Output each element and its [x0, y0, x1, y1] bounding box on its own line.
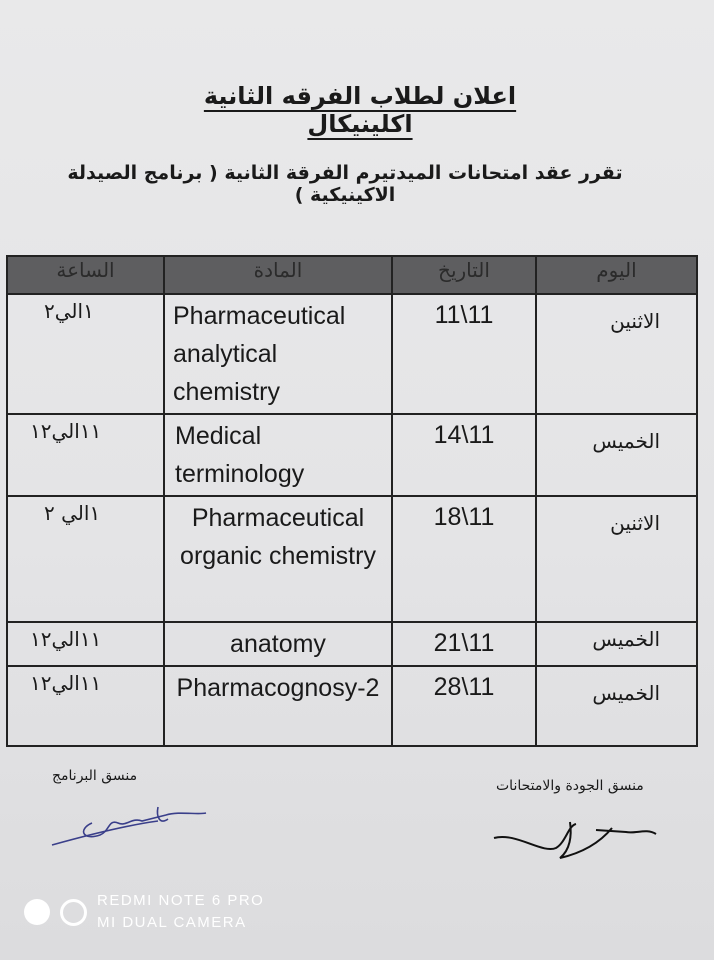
row-time: ١١الي١٢ [30, 671, 102, 695]
row-time: ١الي٢ [44, 299, 94, 323]
ring-circle-icon [60, 899, 87, 926]
row-time: ١١الي١٢ [30, 419, 102, 443]
header-subject: المادة [164, 256, 392, 294]
quality-coordinator-signature [486, 812, 666, 872]
program-coordinator-label: منسق البرنامج [52, 768, 138, 784]
row-date: 18\11 [392, 496, 536, 622]
table-row [7, 294, 697, 414]
row-day: الخميس [536, 622, 697, 666]
camera-watermark [24, 890, 264, 934]
table-row [7, 414, 697, 496]
row-time: ١١الي١٢ [30, 627, 102, 651]
table-row [7, 622, 697, 666]
camera-type-text: MI DUAL CAMERA [97, 914, 247, 931]
table-row [7, 666, 697, 746]
page-title: اعلان لطلاب الفرقه الثانية اكلينيكال [203, 82, 517, 138]
row-date: 14\11 [392, 414, 536, 496]
row-day: الخميس [536, 414, 697, 496]
row-day: الاثنين [536, 294, 697, 414]
table-row [7, 496, 697, 622]
row-time: ١الي ٢ [44, 501, 101, 525]
header-day: اليوم [536, 256, 697, 294]
table-header-row [7, 256, 697, 294]
row-date: 28\11 [392, 666, 536, 746]
row-day: الاثنين [536, 496, 697, 622]
row-date: 11\11 [392, 294, 536, 414]
header-date: التاريخ [392, 256, 536, 294]
program-coordinator-signature [48, 795, 218, 855]
header-time: الساعة [7, 256, 164, 294]
page-subtitle: تقرر عقد امتحانات الميدتيرم الفرقة الثانية ( برنامج الصيدلة الاكينيكية ) [67, 162, 623, 206]
row-subject: Pharmaceutical organic chemistry [164, 496, 392, 622]
row-day: الخميس [536, 666, 697, 746]
row-subject: Medical terminology [164, 414, 392, 496]
filled-circle-icon [24, 899, 50, 925]
row-subject: Pharmacognosy-2 [164, 666, 392, 746]
row-subject: Pharmaceutical analytical chemistry [164, 294, 392, 414]
quality-coordinator-label: منسق الجودة والامتحانات [496, 778, 644, 794]
camera-model-text: REDMI NOTE 6 PRO [97, 892, 265, 909]
exam-schedule-table [6, 255, 698, 747]
row-date: 21\11 [392, 622, 536, 666]
row-subject: anatomy [164, 622, 392, 666]
